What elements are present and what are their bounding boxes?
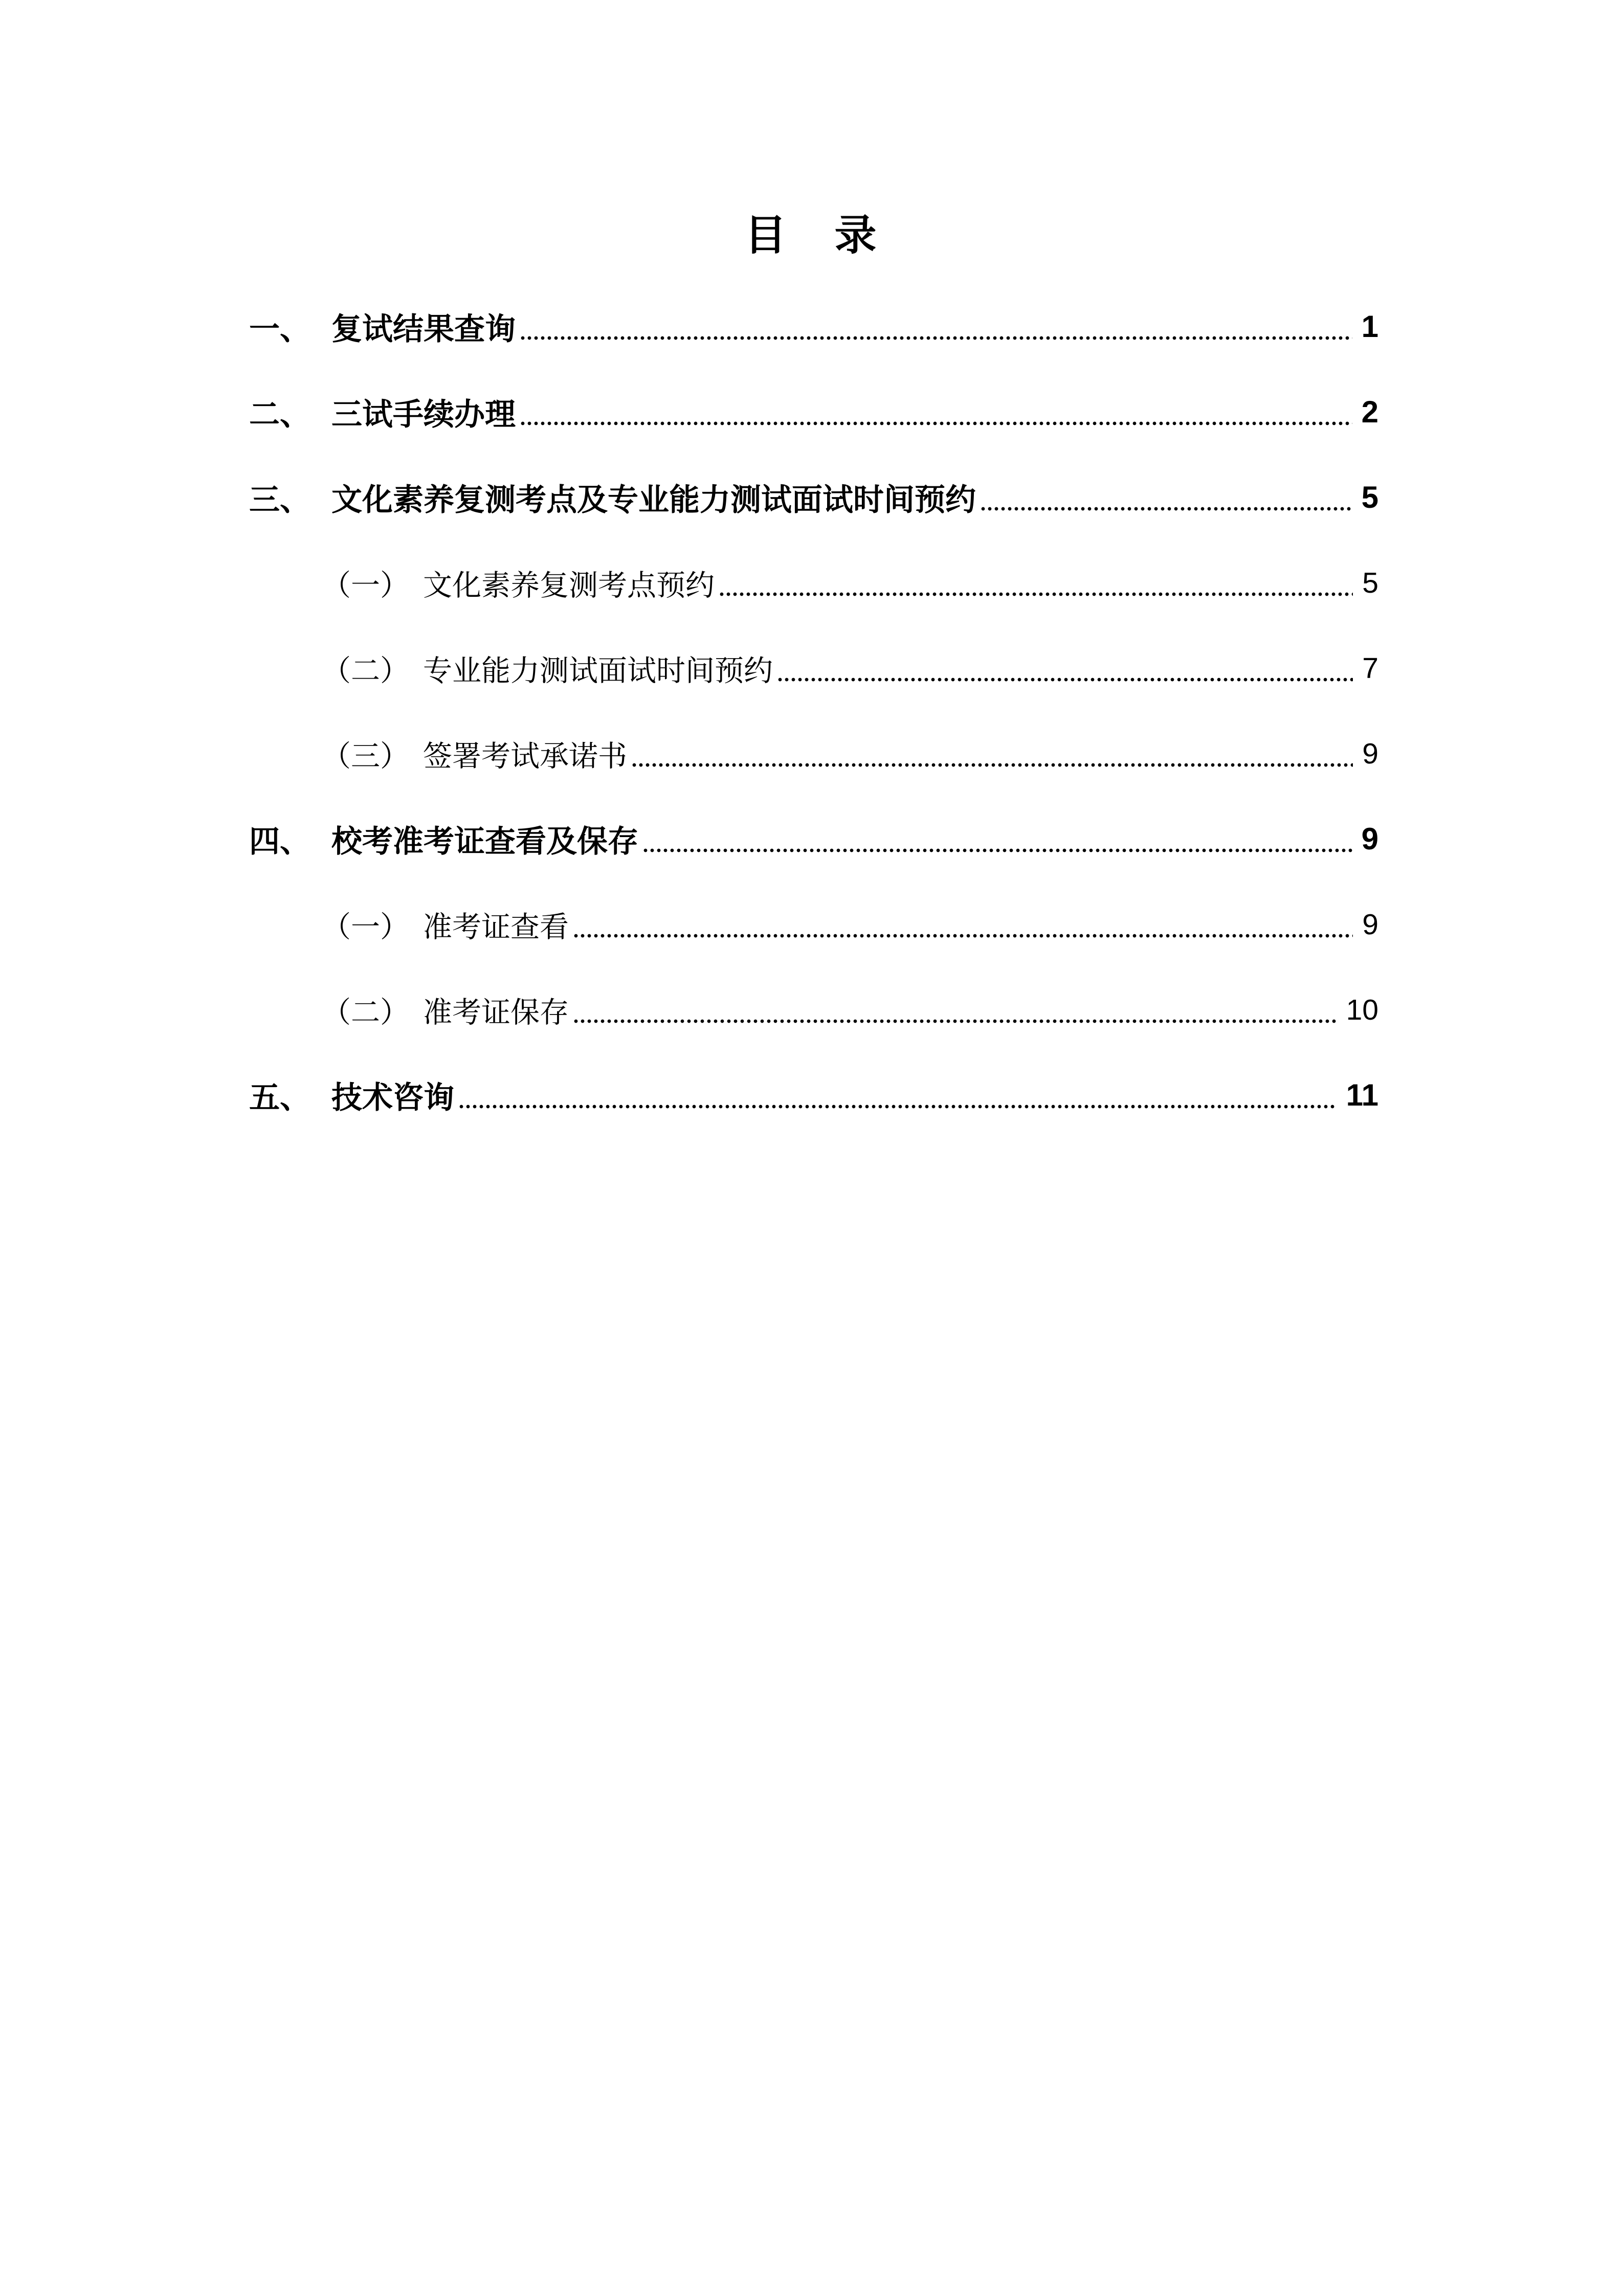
toc-entry-page-number: 7 [1362,651,1378,685]
toc-entry-label: 专业能力测试面试时间预约 [423,654,773,687]
toc-title: 目 录 [744,212,880,259]
toc-dotted-leader [574,934,1353,938]
toc-entry-label: 校考准考证查看及保存 [331,824,638,859]
toc-dotted-leader [632,763,1353,767]
toc-entry-number: （一） [322,569,409,602]
toc-dotted-leader [521,421,1352,425]
toc-entry-page-number: 9 [1361,822,1378,856]
toc-entry-label: 签署考试承诺书 [423,739,627,773]
toc-dotted-leader [643,848,1352,852]
toc-dotted-leader [981,507,1352,511]
toc-entry[interactable] [249,625,1378,711]
toc-entry-label: 文化素养复测考点及专业能力测试面试时间预约 [331,482,976,517]
toc-entry-number: 二、 [249,397,310,432]
toc-entry-number: （一） [322,910,409,943]
toc-entry-number: 四、 [249,824,310,859]
toc-entry-page-number: 9 [1362,737,1378,770]
toc-dotted-leader [521,336,1352,340]
toc-entry-label: 准考证查看 [423,910,569,943]
toc-entry-number: （三） [322,739,409,773]
toc-entry[interactable] [249,1052,1378,1138]
toc-entry-number: 五、 [249,1080,310,1115]
toc-entry-page-number: 2 [1361,395,1378,429]
toc-entry[interactable] [249,455,1378,540]
toc-entry-number: 三、 [249,482,310,517]
toc-entry-label: 文化素养复测考点预约 [423,569,715,602]
toc-entry-page-number: 10 [1346,993,1378,1026]
toc-entry-page-number: 5 [1362,566,1378,599]
toc-entry-number: 一、 [249,311,310,346]
toc-dotted-leader [574,1019,1337,1023]
toc-dotted-leader [459,1105,1337,1109]
toc-dotted-leader [778,678,1353,682]
toc-dotted-leader [720,592,1353,596]
toc-entry-page-number: 11 [1346,1078,1378,1112]
toc-entry[interactable] [249,369,1378,455]
toc-entry-label: 三试手续办理 [331,397,516,432]
toc-entry[interactable] [249,284,1378,369]
toc-entry[interactable] [249,796,1378,882]
toc-entry[interactable] [249,967,1378,1052]
toc-entry-label: 技术咨询 [331,1080,454,1115]
toc-entry-number: （二） [322,996,409,1029]
toc-entry[interactable] [249,540,1378,625]
toc-entry[interactable] [249,711,1378,796]
toc-entry-label: 准考证保存 [423,996,569,1029]
toc-entry-number: （二） [322,654,409,687]
toc-entry-page-number: 9 [1362,908,1378,941]
toc-list [0,284,1624,1138]
toc-entry-label: 复试结果查询 [331,311,516,346]
toc-entry-page-number: 5 [1361,480,1378,514]
toc-entry-page-number: 1 [1361,309,1378,344]
toc-entry[interactable] [249,882,1378,967]
